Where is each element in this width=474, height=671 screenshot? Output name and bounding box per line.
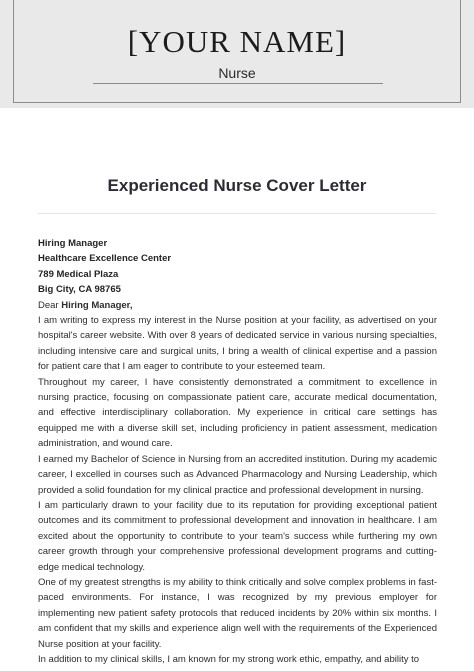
salutation bbox=[38, 298, 437, 313]
paragraph-strengths: One of my greatest strengths is my ability to think critically and solve complex problems in fast-paced environments. For instance, I was recognized by my previous employer for implementing new patient safety protocols that reduced incidents by 20% within six months. I am confident that my skills and experience align well with the requirements of the Experienced Nurse position at your facility. bbox=[38, 576, 437, 650]
paragraph-motivation: I am particularly drawn to your facility due to its reputation for providing exceptional patient outcomes and its commitment to professional development and innovation in healthcare. I am excited about the opportunity to contribute to your team's success while furthering my own career growth through your comprehensive professional development programs and cutting-edge medical technology. bbox=[38, 499, 437, 573]
recipient-title: Hiring Manager bbox=[38, 238, 108, 249]
paragraph-additional: In addition to my clinical skills, I am known for my strong work ethic, empathy, and ability to bbox=[38, 653, 420, 665]
paragraph-intro: I am writing to express my interest in the Nurse position at your facility, as advertised on your hospital's career website. With over 8 years of dedicated service in various nursing specialties, including intensive care and surgical units, I bring a wealth of clinical expertise and a passion for patient care that I am eager to contribute to your esteemed team. bbox=[38, 315, 437, 373]
document-title: Experienced Nurse Cover Letter bbox=[107, 176, 367, 195]
title-divider bbox=[38, 213, 436, 214]
applicant-name: [YOUR NAME] bbox=[127, 24, 347, 59]
salutation-prefix: Dear bbox=[38, 299, 62, 311]
salutation-name: Hiring Manager, bbox=[61, 299, 133, 311]
letter-body bbox=[38, 236, 437, 667]
paragraph-education: I earned my Bachelor of Science in Nursing from an accredited institution. During my academic career, I excelled in courses such as Advanced Pharmacology and Nursing Leadership, which provided a solid foundation for my clinical practice and professional development in nursing. bbox=[38, 453, 437, 496]
applicant-role: Nurse bbox=[218, 65, 256, 81]
paragraph-career: Throughout my career, I have consistently demonstrated a commitment to excellence in nursing practice, focusing on compassionate patient care, accurate medical documentation, and effective interdisciplinary collaboration. My experience in critical care settings has equipped me with a diverse skill set, including proficiency in patient assessment, medication administration, and wound care. bbox=[38, 376, 437, 450]
recipient-street: 789 Medical Plaza bbox=[38, 268, 119, 280]
name-divider bbox=[93, 83, 383, 84]
recipient-city: Big City, CA 98765 bbox=[38, 284, 121, 296]
recipient-organization: Healthcare Excellence Center bbox=[38, 253, 172, 265]
